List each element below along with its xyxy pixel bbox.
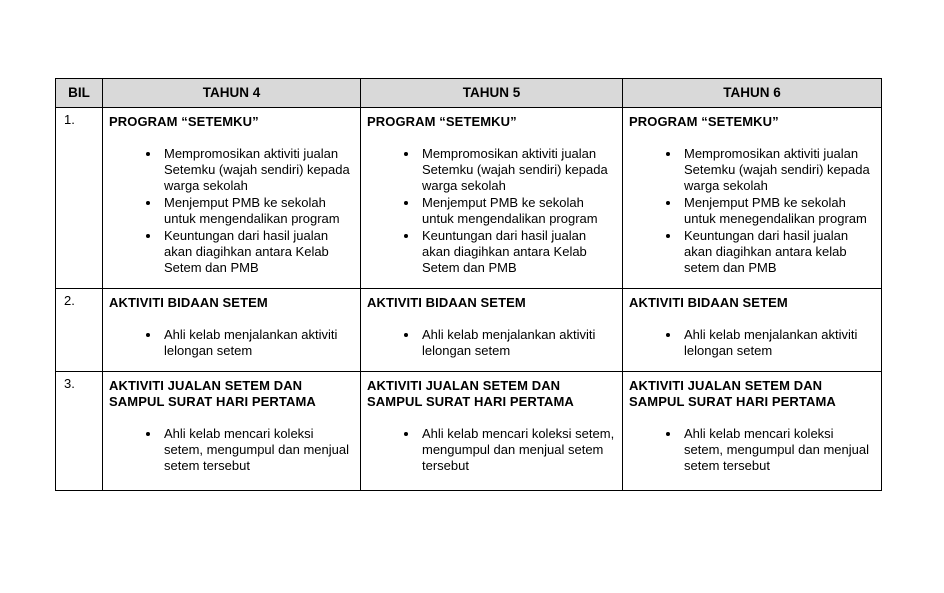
bullet-item: • Ahli kelab menjalankan aktiviti lelongan setem [161, 327, 354, 359]
bullet-item: • Menjemput PMB ke sekolah untuk mengendalikan program [419, 195, 616, 227]
bullet-list [367, 426, 616, 474]
bullet-item: • Ahli kelab menjalankan aktiviti lelongan setem [681, 327, 875, 359]
bullet-item: • Ahli kelab mencari koleksi setem, mengumpul dan menjual setem tersebut [419, 426, 616, 474]
content-cell [361, 108, 623, 289]
content-cell [623, 108, 882, 289]
table-row [56, 108, 882, 289]
bullet-item: • Ahli kelab mencari koleksi setem, mengumpul dan menjual setem tersebut [681, 426, 875, 474]
content-cell [361, 372, 623, 491]
bullet-list [109, 146, 354, 276]
bullet-list [367, 327, 616, 359]
cell-title: AKTIVITI JUALAN SETEM DAN SAMPUL SURAT HARI PERTAMA [109, 378, 316, 409]
bil-cell: 2. [56, 289, 103, 372]
bullet-item: • Menjemput PMB ke sekolah untuk mengendalikan program [161, 195, 354, 227]
bullet-item: • Menjemput PMB ke sekolah untuk menegendalikan program [681, 195, 875, 227]
header-row [56, 79, 882, 108]
bullet-list [629, 426, 875, 474]
cell-title: AKTIVITI JUALAN SETEM DAN SAMPUL SURAT HARI PERTAMA [629, 378, 836, 409]
cell-title: AKTIVITI BIDAAN SETEM [109, 295, 268, 310]
cell-title: PROGRAM “SETEMKU” [629, 114, 779, 129]
cell-title: AKTIVITI BIDAAN SETEM [367, 295, 526, 310]
content-cell [623, 289, 882, 372]
program-table [55, 78, 882, 491]
bullet-item: • Keuntungan dari hasil jualan akan diagihkan antara Kelab Setem dan PMB [161, 228, 354, 276]
bullet-list [629, 146, 875, 276]
bullet-item: • Ahli kelab mencari koleksi setem, mengumpul dan menjual setem tersebut [161, 426, 354, 474]
header-bil: BIL [56, 79, 103, 108]
table-row [56, 372, 882, 491]
bullet-item: • Mempromosikan aktiviti jualan Setemku (wajah sendiri) kepada warga sekolah [419, 146, 616, 194]
bullet-list [109, 426, 354, 474]
bullet-list [629, 327, 875, 359]
content-cell [103, 108, 361, 289]
header-tahun-6: TAHUN 6 [623, 79, 882, 108]
bullet-item: • Keuntungan dari hasil jualan akan diagihkan antara Kelab Setem dan PMB [419, 228, 616, 276]
cell-title: AKTIVITI BIDAAN SETEM [629, 295, 788, 310]
content-cell [103, 289, 361, 372]
content-cell [103, 372, 361, 491]
content-cell [361, 289, 623, 372]
table-row [56, 289, 882, 372]
bil-cell: 1. [56, 108, 103, 289]
cell-title: PROGRAM “SETEMKU” [109, 114, 259, 129]
bullet-item: • Ahli kelab menjalankan aktiviti lelongan setem [419, 327, 616, 359]
bullet-list [109, 327, 354, 359]
bullet-item: • Keuntungan dari hasil jualan akan diagihkan antara kelab setem dan PMB [681, 228, 875, 276]
header-tahun-5: TAHUN 5 [361, 79, 623, 108]
bullet-item: • Mempromosikan aktiviti jualan Setemku (wajah sendiri) kepada warga sekolah [681, 146, 875, 194]
bil-cell: 3. [56, 372, 103, 491]
bullet-list [367, 146, 616, 276]
cell-title: AKTIVITI JUALAN SETEM DAN SAMPUL SURAT HARI PERTAMA [367, 378, 574, 409]
header-tahun-4: TAHUN 4 [103, 79, 361, 108]
content-cell [623, 372, 882, 491]
cell-title: PROGRAM “SETEMKU” [367, 114, 517, 129]
bullet-item: • Mempromosikan aktiviti jualan Setemku (wajah sendiri) kepada warga sekolah [161, 146, 354, 194]
